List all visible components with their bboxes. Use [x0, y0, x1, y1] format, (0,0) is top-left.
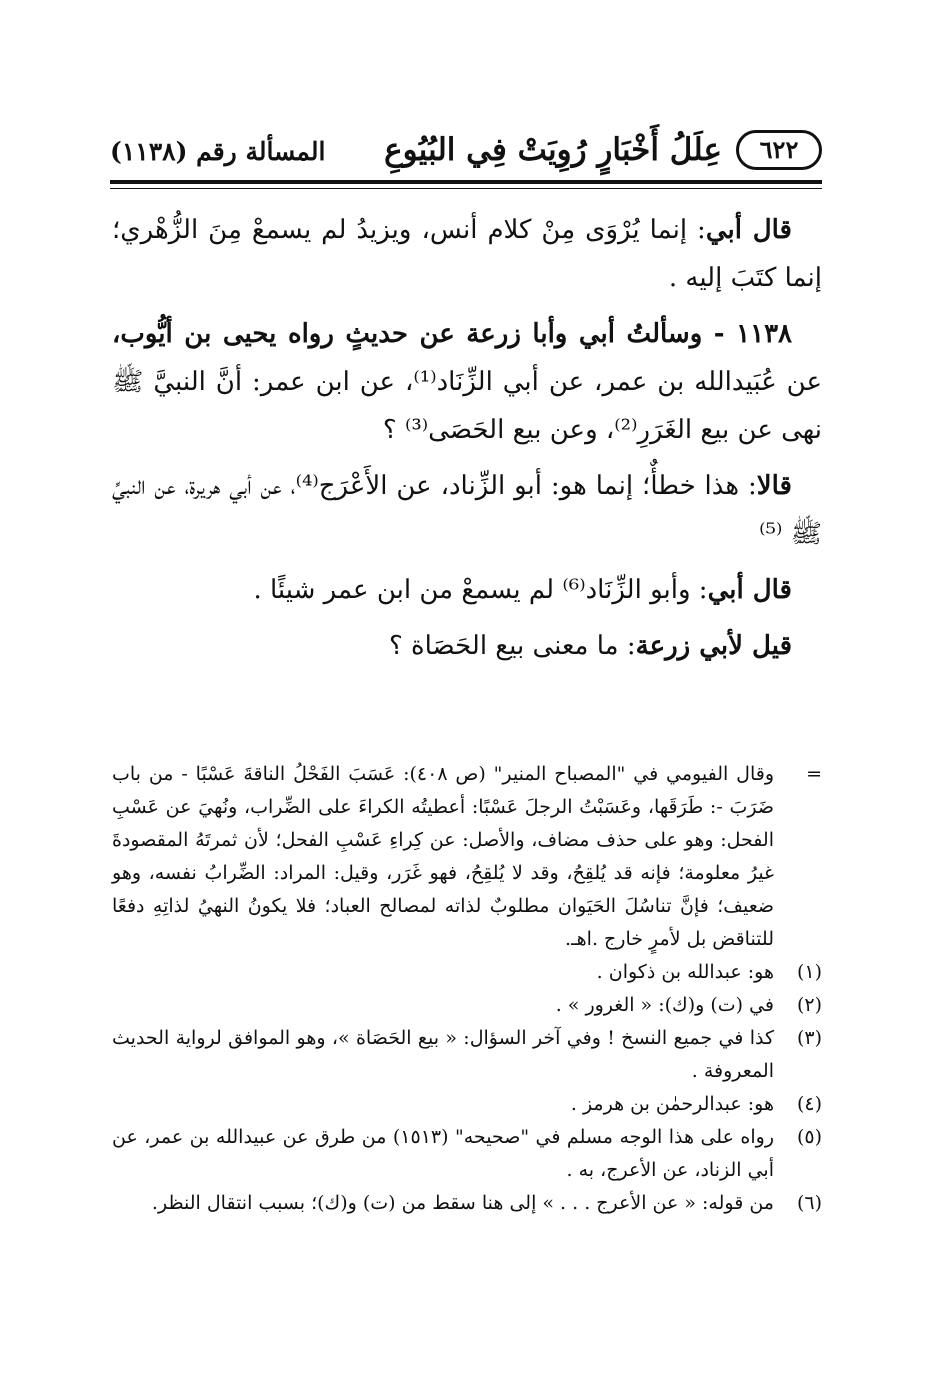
- footnote-mark: (٦): [796, 1192, 822, 1214]
- footnote-text: رواه على هذا الوجه مسلم في "صحيحه" (١٥١٣) من طرق عن عبيدالله بن عمر، عن أبي الزناد، عن الأعرج، به .: [112, 1126, 774, 1181]
- footnote-mark: (٥): [796, 1126, 822, 1148]
- continuation-mark: =: [806, 763, 822, 785]
- footnote-4: [112, 1088, 822, 1121]
- page-number: ٦٢٢: [736, 130, 822, 170]
- speaker-label: قال أبي: [705, 215, 792, 245]
- main-text: [112, 206, 822, 678]
- footnote-mark: (٢): [796, 994, 822, 1016]
- footnote-3: [112, 1022, 822, 1088]
- footnote-6: [112, 1187, 822, 1220]
- footnote-text: وقال الفيومي في "المصباح المنير" (ص ٤٠٨): عَسَبَ الفَحْلُ الناقةَ عَسْبًا - من باب ضَرَبَ -: طَرَقَها، وعَسَبْتُ الرجلَ عَسْبًا: أعطيتُه الكراءَ على الضِّراب، ونُهيَ عن عَسْبِ الفحل: وهو على حذف مضاف، والأصل: عن كِراءِ عَسْبِ الفحل؛ لأن ثمرتَهُ المقصودةَ غيرُ معلومة؛ فإنه قد يُلقِحُ، وقد لا يُلقِحُ، فهو غَرَر، وقيل: المراد: الضِّرابُ نفسه، وهو ضعيف؛ فإنَّ تناسُلَ الحَيَوان مطلوبٌ لذاته لمصالح العباد؛ فلا يكونُ النهيُ لذاتِهِ دفعًا للتناقض بل لأمرٍ خارج .اهـ.: [112, 763, 774, 950]
- speaker-label: قالا: [756, 471, 792, 501]
- footnote-text: هو: عبدالرحمٰن بن هرمز .: [570, 1093, 774, 1115]
- speaker-label: قال أبي: [707, 575, 792, 605]
- footnote-1: [112, 956, 822, 989]
- header-rule-thin: [110, 188, 822, 189]
- paragraph-text: : إنما يُرْوَى مِنْ كلام أنس، ويزيدُ لم يسمعْ مِنَ الزُّهْري؛ إنما كتَبَ إليه .: [112, 215, 822, 293]
- speaker-label: قيل لأبي زرعة: [635, 631, 792, 661]
- paragraph-text: : ما معنى بيع الحَصَاة ؟: [388, 631, 636, 661]
- question-heading: ١١٣٨ - وسألتُ أبي وأبا زرعة عن حديثٍ رواه يحيى بن أيُّوب،: [112, 319, 792, 349]
- footnote-text: في (ت) و(ك): « الغرور » .: [555, 994, 774, 1016]
- header-rule-thick: [110, 180, 822, 184]
- paragraph-question: [112, 310, 822, 454]
- footnote-5: [112, 1121, 822, 1187]
- footnote-text: من قوله: « عن الأعرج . . . » إلى هنا سقط من (ت) و(ك)؛ بسبب انتقال النظر.: [151, 1192, 774, 1214]
- paragraph-5: [112, 622, 822, 670]
- paragraph-4: [112, 566, 822, 614]
- footnote-mark: (٤): [796, 1093, 822, 1115]
- footnote-2: [112, 989, 822, 1022]
- paragraph-text: : وأبو الزِّنَاد⁽⁶⁾ لم يسمعْ من ابن عمر شيئًا .: [253, 575, 708, 605]
- paragraph-text: عن عُبَيدالله بن عمر، عن أبي الزِّنَاد⁽¹⁾، عن ابن عمر: أنَّ النبيَّ ﷺ نهى عن بيع الغَرَرِ⁽²⁾، وعن بيع الحَصَى⁽³⁾ ؟: [112, 367, 822, 445]
- footnotes: [112, 758, 822, 1220]
- footnote-mark: (٣): [796, 1027, 822, 1049]
- footnote-text: كذا في جميع النسخ ! وفي آخر السؤال: « بيع الحَصَاة »، وهو الموافق لرواية الحديث المعروفة .: [112, 1027, 774, 1082]
- paragraph-text: : هذا خطأٌ؛ إنما هو: أبو الزِّناد، عن الأَعْرَج⁽⁴⁾، عن أبي هريرة، عن النبيِّ ﷺ ⁽⁵⁾: [112, 471, 822, 549]
- footnote-continuation: [112, 758, 822, 956]
- footnote-text: هو: عبدالله بن ذكوان .: [596, 961, 774, 983]
- issue-number: المسألة رقم (١١٣٨): [110, 137, 326, 166]
- book-title: عِلَلُ أَخْبَارٍ رُوِيَتْ فِي البُيُوعِ: [384, 132, 722, 168]
- page-header: [110, 128, 822, 180]
- paragraph-1: [112, 206, 822, 302]
- paragraph-answer: [112, 462, 822, 558]
- footnote-mark: (١): [796, 961, 822, 983]
